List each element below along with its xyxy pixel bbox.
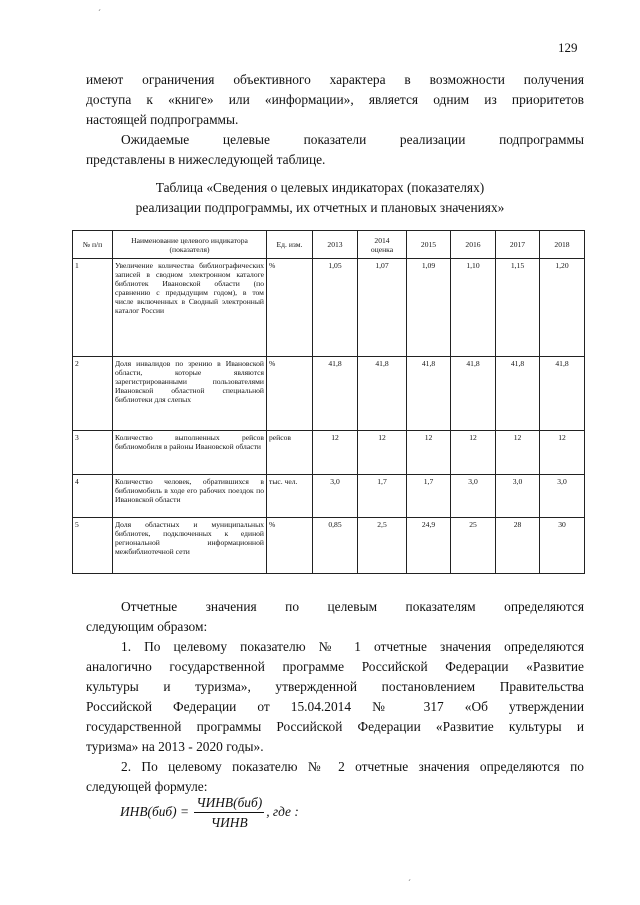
table-row (73, 475, 585, 518)
table-title (60, 178, 580, 218)
row-num: 2 (73, 357, 113, 431)
row-unit: рейсов (267, 431, 313, 475)
outro-line-9: 2. По целевому показателю № 2 отчетные значения определяются по (121, 759, 584, 774)
scan-mark: ˊ (98, 8, 101, 18)
intro-line-3: настоящей подпрограммы. (86, 112, 239, 127)
outro-line-5: культуры и туризма», утвержденной постановлением Правительства (86, 679, 584, 694)
row-value-2015: 1,7 (407, 475, 451, 518)
outro-line-4: аналогично государственной программе Российской Федерации «Развитие (86, 659, 584, 674)
row-value-2017: 1,15 (496, 259, 540, 357)
row-value-2018: 41,8 (540, 357, 585, 431)
table-header-row (73, 231, 585, 259)
row-unit: % (267, 259, 313, 357)
header-2014-note: оценка (370, 244, 394, 254)
intro-line-5: представлены в нижеследующей таблице. (86, 152, 326, 167)
row-value-2018: 12 (540, 431, 585, 475)
row-value-2016: 41,8 (451, 357, 496, 431)
row-value-2017: 3,0 (496, 475, 540, 518)
intro-line-2: доступа к «книге» или «информации», является одним из приоритетов (86, 92, 584, 107)
row-num: 4 (73, 475, 113, 518)
row-unit: % (267, 357, 313, 431)
row-value-2018: 3,0 (540, 475, 585, 518)
formula-denominator: ЧИНВ (210, 815, 248, 830)
row-value-2018: 1,20 (540, 259, 585, 357)
row-value-2014: 41,8 (358, 357, 407, 431)
row-value-2014: 1,7 (358, 475, 407, 518)
indicators-table (72, 230, 585, 574)
outro-line-8: туризма» на 2013 - 2020 годы». (86, 739, 264, 754)
row-value-2017: 28 (496, 518, 540, 574)
table-title-line-2: реализации подпрограммы, их отчетных и плановых значениях» (135, 200, 505, 215)
outro-line-7: государственной программы Российской Федерации «Развитие культуры и (86, 719, 584, 734)
table-row (73, 518, 585, 574)
table-row (73, 259, 585, 357)
row-value-2013: 0,85 (313, 518, 358, 574)
row-value-2013: 41,8 (313, 357, 358, 431)
formula-fraction (194, 795, 264, 831)
row-value-2015: 1,09 (407, 259, 451, 357)
formula-tail: , где : (266, 804, 299, 820)
header-2015: 2015 (407, 231, 451, 259)
outro-line-6: Российской Федерации от 15.04.2014 № 317 «Об утверждении (86, 699, 584, 714)
row-num: 5 (73, 518, 113, 574)
outro-line-1: Отчетные значения по целевым показателям определяются (121, 599, 584, 614)
formula-numerator: ЧИНВ(биб) (194, 795, 264, 813)
formula-lhs: ИНВ(биб) = (120, 804, 189, 820)
table-row (73, 357, 585, 431)
row-name: Количество человек, обратившихся в библиомобиль в ходе его рабочих поездок по Ивановской области (113, 475, 267, 518)
row-value-2015: 41,8 (407, 357, 451, 431)
scan-mark: ˊ (408, 878, 411, 888)
row-value-2017: 41,8 (496, 357, 540, 431)
header-name: Наименование целевого индикатора (показателя) (113, 231, 267, 259)
row-value-2014: 2,5 (358, 518, 407, 574)
row-name: Доля инвалидов по зрению в Ивановской области, которые являются зарегистрированными пользователями Ивановской областной специальной библиотеки для слепых (113, 357, 267, 431)
row-value-2013: 3,0 (313, 475, 358, 518)
row-value-2013: 12 (313, 431, 358, 475)
page-number: 129 (558, 40, 578, 55)
row-value-2016: 25 (451, 518, 496, 574)
header-num: № п/п (73, 231, 113, 259)
row-unit: % (267, 518, 313, 574)
row-name: Количество выполненных рейсов библиомобиля в районы Ивановской области (113, 431, 267, 475)
row-value-2015: 24,9 (407, 518, 451, 574)
header-2014 (358, 231, 407, 259)
row-unit: тыс. чел. (267, 475, 313, 518)
row-value-2014: 1,07 (358, 259, 407, 357)
row-value-2016: 1,10 (451, 259, 496, 357)
row-num: 3 (73, 431, 113, 475)
row-name: Увеличение количества библиографических записей в сводном электронном каталоге библиотек Ивановской области (по сравнению с предыдущим годом), в том числе включенных в Сводный электронный каталог России (113, 259, 267, 357)
table-title-line-1: Таблица «Сведения о целевых индикаторах (показателях) (155, 180, 485, 195)
row-value-2016: 3,0 (451, 475, 496, 518)
header-2017: 2017 (496, 231, 540, 259)
header-2016: 2016 (451, 231, 496, 259)
row-value-2016: 12 (451, 431, 496, 475)
row-num: 1 (73, 259, 113, 357)
row-value-2013: 1,05 (313, 259, 358, 357)
header-2014-year: 2014 (374, 235, 390, 245)
header-2018: 2018 (540, 231, 585, 259)
table-row (73, 431, 585, 475)
intro-line-1: имеют ограничения объективного характера в возможности получения (86, 72, 584, 87)
row-value-2018: 30 (540, 518, 585, 574)
row-value-2017: 12 (496, 431, 540, 475)
outro-line-3: 1. По целевому показателю № 1 отчетные значения определяются (121, 639, 584, 654)
header-2013: 2013 (313, 231, 358, 259)
outro-line-2: следующим образом: (86, 619, 208, 634)
row-value-2015: 12 (407, 431, 451, 475)
header-unit: Ед. изм. (267, 231, 313, 259)
intro-line-4: Ожидаемые целевые показатели реализации подпрограммы (121, 132, 584, 147)
row-value-2014: 12 (358, 431, 407, 475)
row-name: Доля областных и муниципальных библиотек, подключенных к единой региональной информационной межбиблиотечной сети (113, 518, 267, 574)
formula (120, 795, 299, 831)
outro-line-10: следующей формуле: (86, 779, 208, 794)
